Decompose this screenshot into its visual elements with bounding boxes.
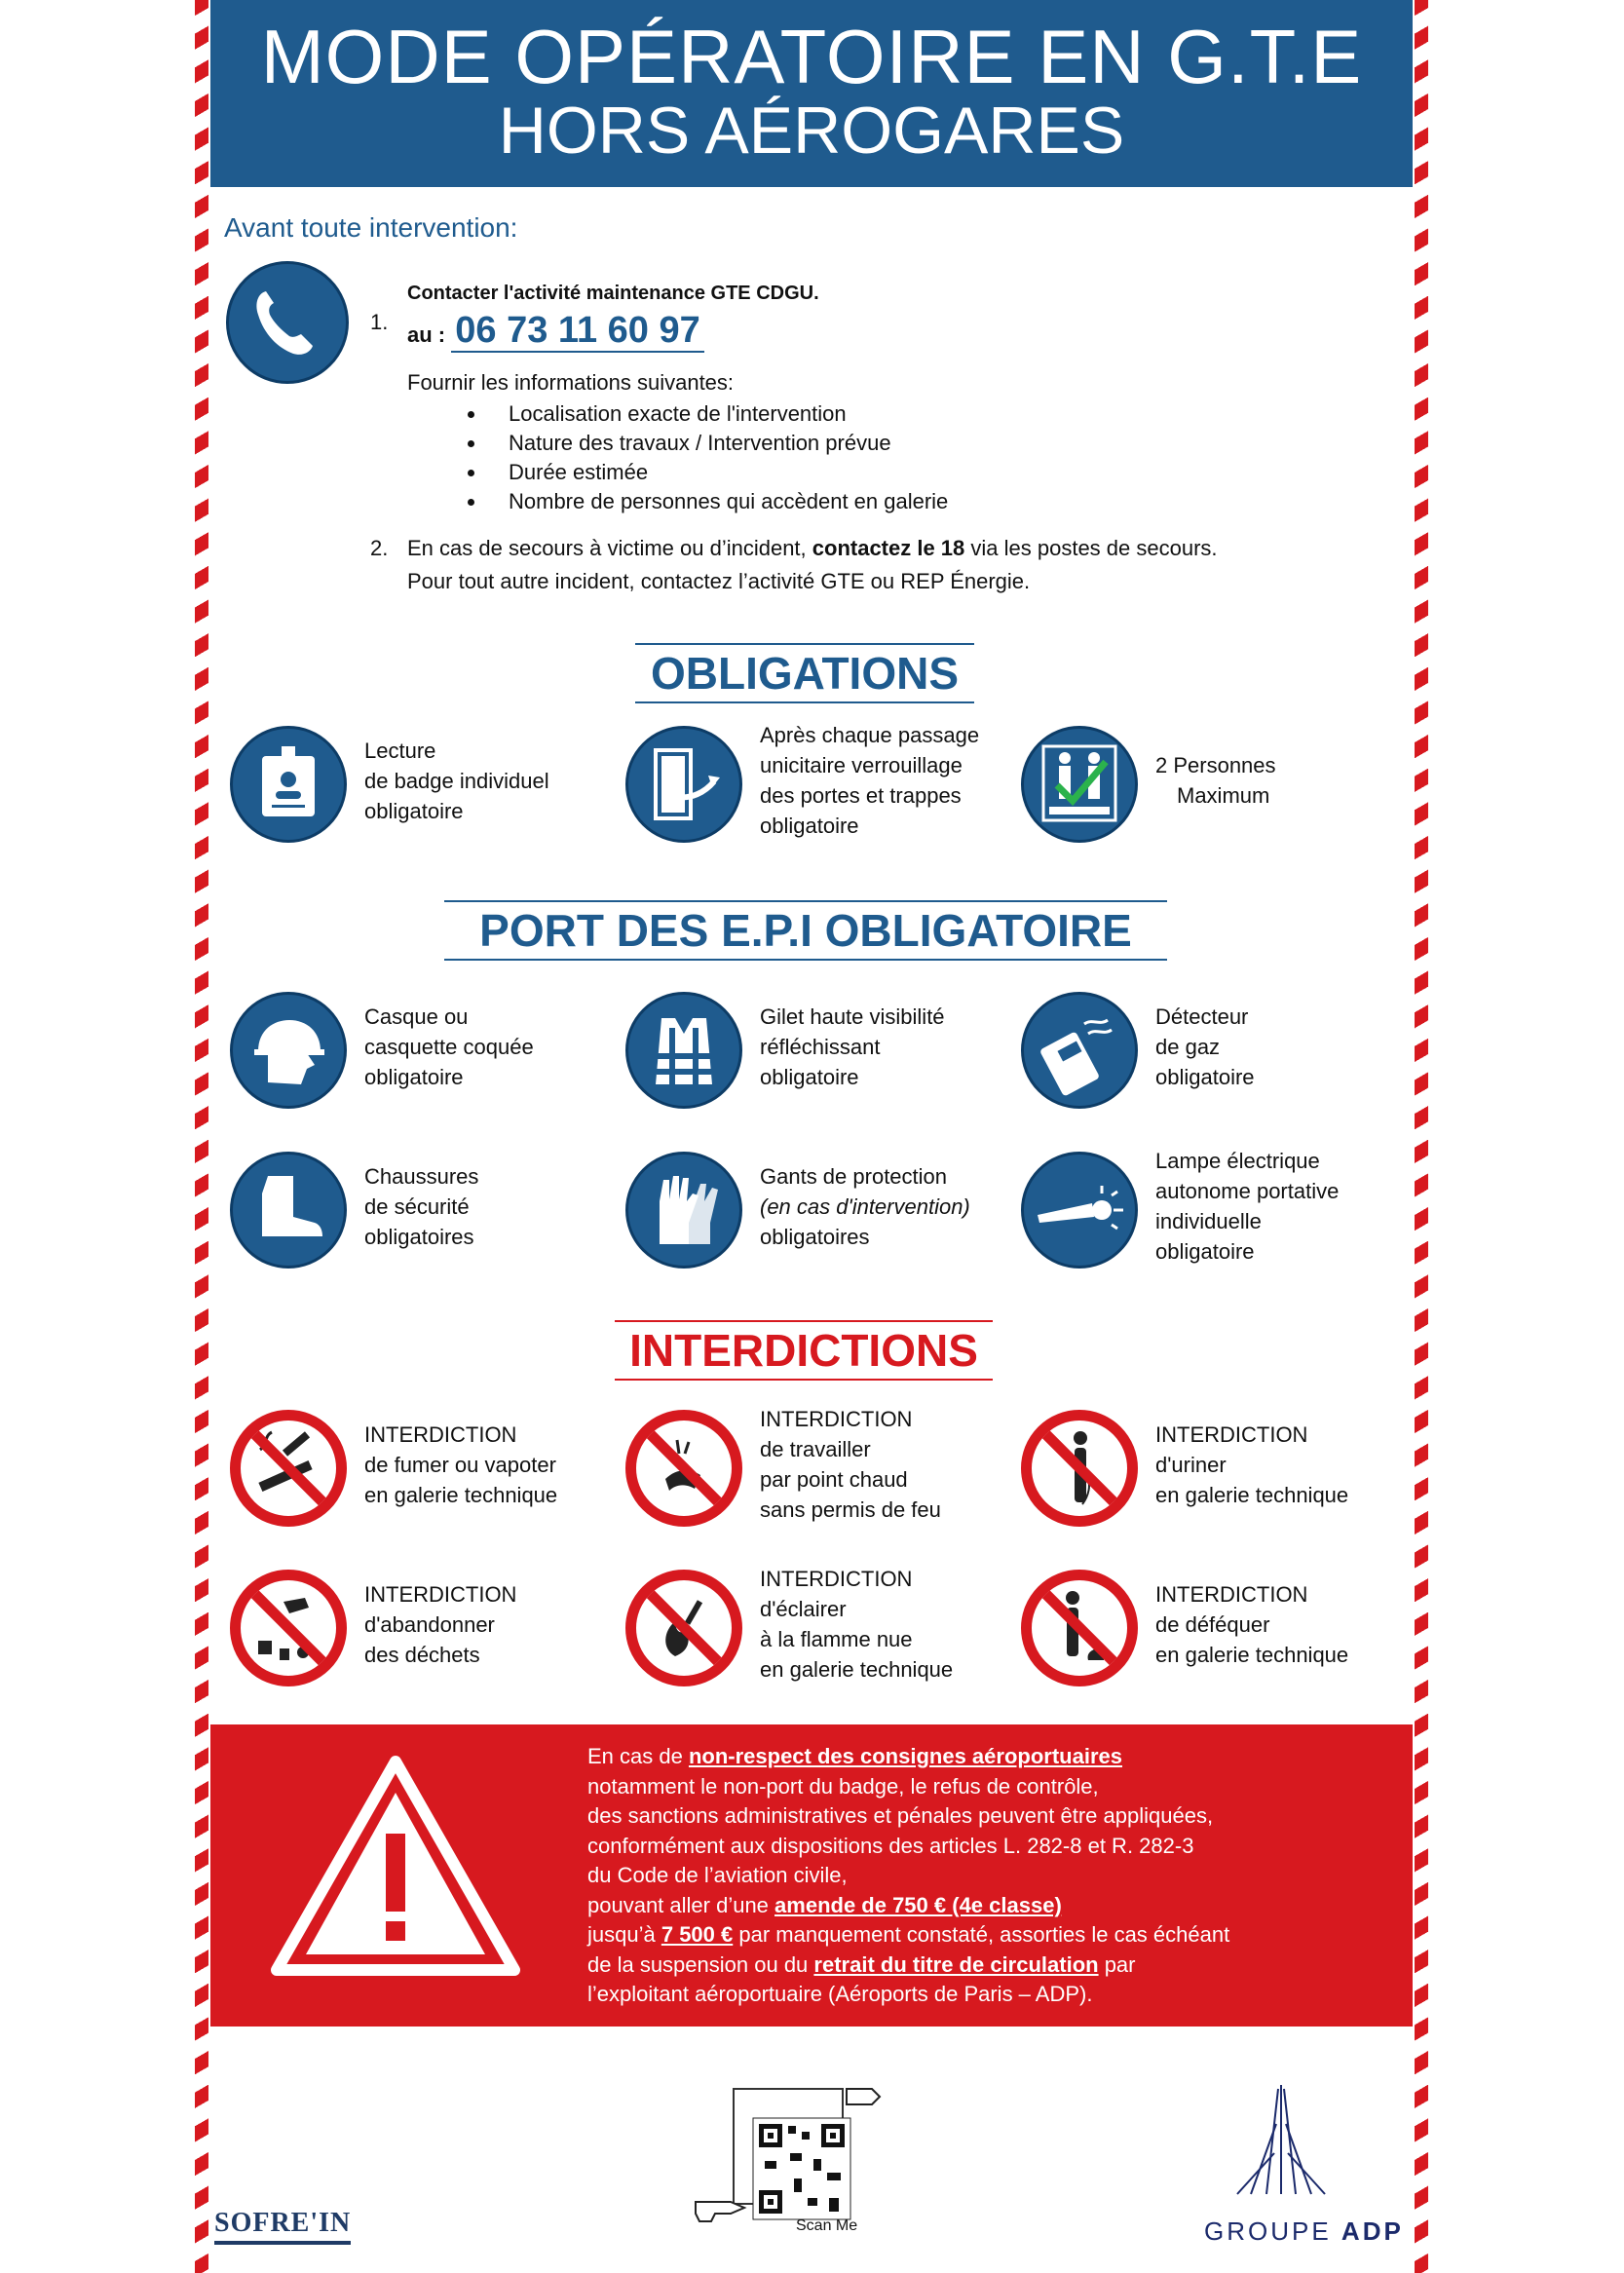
interdictions-title: INTERDICTIONS <box>615 1320 993 1381</box>
label-line: casquette coquée <box>364 1035 534 1059</box>
epi-shoes <box>230 1152 620 1278</box>
label-line: d'uriner <box>1155 1453 1227 1477</box>
label-line: unicitaire verrouillage <box>760 753 963 777</box>
page-title: MODE OPÉRATOIRE EN G.T.E <box>260 14 1363 99</box>
step-1-number: 1. <box>370 310 389 334</box>
ban-littering <box>230 1570 620 1696</box>
label-line: obligatoire <box>760 1065 859 1089</box>
no-littering-icon <box>230 1570 347 1686</box>
gloves-icon <box>625 1152 742 1269</box>
epi-helmet <box>230 992 620 1118</box>
epi-label <box>760 1002 945 1092</box>
warning-triangle-icon <box>269 1754 522 1980</box>
safety-shoes-icon <box>230 1152 347 1269</box>
ban-hot-work <box>625 1407 1015 1536</box>
ban-label <box>1155 1420 1348 1510</box>
obligation-label <box>760 720 979 841</box>
warning-line: des sanctions administratives et pénales peuvent être appliquées, <box>587 1803 1214 1828</box>
no-smoking-icon <box>230 1410 347 1527</box>
label-line: Après chaque passage <box>760 723 980 747</box>
label-line: autonome portative <box>1155 1179 1340 1203</box>
label-line: obligatoires <box>364 1225 474 1249</box>
label-line: à la flamme nue <box>760 1627 913 1651</box>
label-line: de badge individuel <box>364 769 549 793</box>
obligations-title: OBLIGATIONS <box>635 643 974 703</box>
epi-label <box>1155 1002 1255 1092</box>
emergency-instruction <box>407 532 1218 598</box>
no-defecating-icon <box>1021 1570 1138 1686</box>
warning-line: pouvant aller d’une amende de 750 € (4e classe) <box>587 1892 1062 1917</box>
phone-line <box>407 310 704 352</box>
label-line: des déchets <box>364 1643 480 1667</box>
label-line: Casque ou <box>364 1004 469 1029</box>
warning-line: conformément aux dispositions des articles L. 282-8 et R. 282-3 <box>587 1833 1194 1858</box>
label-line: par point chaud <box>760 1467 908 1492</box>
label-line: en galerie technique <box>364 1483 558 1507</box>
lamp-icon <box>1021 1152 1138 1269</box>
secours-text: En cas de secours à victime ou d’incident, <box>407 536 812 560</box>
no-hot-work-icon <box>625 1410 742 1527</box>
list-item: • Durée estimée <box>487 458 948 487</box>
label-line: Maximum <box>1177 783 1270 808</box>
no-urinating-icon <box>1021 1410 1138 1527</box>
epi-gloves <box>625 1152 1015 1278</box>
no-open-flame-icon <box>625 1570 742 1686</box>
label-line: de sécurité <box>364 1194 470 1219</box>
label-line: Détecteur <box>1155 1004 1249 1029</box>
list-item: • Nature des travaux / Intervention prévue <box>487 429 948 458</box>
other-incident-text: Pour tout autre incident, contactez l’activité GTE ou REP Énergie. <box>407 569 1031 593</box>
epi-vest <box>625 992 1015 1118</box>
label-line: de gaz <box>1155 1035 1221 1059</box>
ban-label <box>364 1579 516 1670</box>
badge-icon <box>230 726 347 843</box>
helmet-icon <box>230 992 347 1109</box>
right-hazard-stripe <box>1415 0 1428 2273</box>
warning-line: jusqu’à 7 500 € par manquement constaté, assorties le cas échéant <box>587 1922 1230 1947</box>
vest-icon <box>625 992 742 1109</box>
obligation-lock-doors <box>625 723 1015 852</box>
header-banner <box>210 0 1413 187</box>
left-hazard-stripe <box>195 0 208 2273</box>
label-line: INTERDICTION <box>364 1422 517 1447</box>
epi-gas-detector <box>1021 992 1411 1118</box>
label-line: de déféquer <box>1155 1612 1270 1637</box>
epi-label <box>1155 1146 1339 1267</box>
label-line: Gilet haute visibilité <box>760 1004 945 1029</box>
scan-me-label: Scan Me <box>796 2217 858 2234</box>
warning-line: de la suspension ou du retrait du titre de circulation par <box>587 1951 1136 1977</box>
label-line: obligatoires <box>760 1225 870 1249</box>
label-line: réfléchissant <box>760 1035 881 1059</box>
warning-panel <box>210 1724 1413 2027</box>
label-line: INTERDICTION <box>1155 1582 1308 1607</box>
adp-logo-icon <box>1227 2085 1335 2202</box>
label-line: en galerie technique <box>1155 1643 1349 1667</box>
au-label: au : <box>407 322 446 347</box>
epi-lamp <box>1021 1149 1411 1278</box>
page-subtitle: HORS AÉROGARES <box>498 94 1125 168</box>
ban-defecating <box>1021 1570 1411 1696</box>
secours-text: via les postes de secours. <box>964 536 1218 560</box>
label-line: individuelle <box>1155 1209 1262 1233</box>
epi-title: PORT DES E.P.I OBLIGATOIRE <box>444 900 1167 961</box>
warning-line: du Code de l’aviation civile, <box>587 1863 848 1887</box>
label-line: (en cas d'intervention) <box>760 1194 970 1219</box>
adp-logo: GROUPE ADP <box>1204 2216 1404 2246</box>
info-heading: Fournir les informations suivantes: <box>407 370 735 395</box>
label-line: obligatoire <box>1155 1239 1255 1264</box>
obligation-two-persons <box>1021 726 1411 852</box>
label-line: sans permis de feu <box>760 1497 941 1522</box>
call-18: contactez le 18 <box>812 536 965 560</box>
warning-line: l’exploitant aéroportuaire (Aéroports de Paris – ADP). <box>587 1982 1093 2006</box>
two-persons-icon <box>1021 726 1138 843</box>
obligation-label <box>1155 750 1276 811</box>
label-line: INTERDICTION <box>364 1582 517 1607</box>
label-line: en galerie technique <box>760 1657 954 1682</box>
ban-open-flame <box>625 1567 1015 1696</box>
door-lock-icon <box>625 726 742 843</box>
label-line: Lecture <box>364 739 436 763</box>
ban-smoking <box>230 1410 620 1536</box>
label-line: 2 Personnes <box>1155 753 1276 777</box>
pointing-hand-icon <box>692 2192 750 2225</box>
gas-detector-icon <box>1021 992 1138 1109</box>
ban-label <box>760 1404 941 1525</box>
phone-icon <box>226 261 349 384</box>
label-line: obligatoire <box>1155 1065 1255 1089</box>
sofrein-logo: SOFRE'IN <box>214 2208 351 2245</box>
list-item: • Localisation exacte de l'intervention <box>487 399 948 429</box>
label-line: d'abandonner <box>364 1612 495 1637</box>
label-line: des portes et trappes <box>760 783 962 808</box>
contact-instruction: Contacter l'activité maintenance GTE CDGU. <box>407 283 819 304</box>
warning-line: notamment le non-port du badge, le refus de contrôle, <box>587 1773 1099 1799</box>
label-line: obligatoire <box>364 799 464 823</box>
label-line: de travailler <box>760 1437 871 1461</box>
warning-text <box>587 1742 1229 2010</box>
step-2-number: 2. <box>370 536 389 560</box>
warning-line: En cas de non-respect des consignes aéroportuaires <box>587 1744 1122 1768</box>
label-line: INTERDICTION <box>1155 1422 1308 1447</box>
poster <box>195 0 1428 2273</box>
label-line: en galerie technique <box>1155 1483 1349 1507</box>
label-line: INTERDICTION <box>760 1567 913 1591</box>
obligation-badge <box>230 726 620 852</box>
epi-label <box>364 1002 534 1092</box>
ban-urinating <box>1021 1410 1411 1536</box>
intro-heading: Avant toute intervention: <box>224 212 518 243</box>
list-item: • Nombre de personnes qui accèdent en galerie <box>487 487 948 516</box>
label-line: Gants de protection <box>760 1164 948 1189</box>
ban-label <box>760 1564 953 1685</box>
label-line: obligatoire <box>364 1065 464 1089</box>
label-line: Lampe électrique <box>1155 1149 1320 1173</box>
ban-label <box>364 1420 557 1510</box>
info-list <box>458 399 948 516</box>
obligation-label <box>364 736 549 826</box>
label-line: de fumer ou vapoter <box>364 1453 556 1477</box>
ban-label <box>1155 1579 1348 1670</box>
label-line: Chaussures <box>364 1164 479 1189</box>
label-line: obligatoire <box>760 814 859 838</box>
label-line: INTERDICTION <box>760 1407 913 1431</box>
phone-number: 06 73 11 60 97 <box>451 310 703 353</box>
epi-label <box>760 1161 970 1252</box>
epi-label <box>364 1161 478 1252</box>
qr-code-icon[interactable] <box>726 2083 901 2239</box>
label-line: d'éclairer <box>760 1597 847 1621</box>
